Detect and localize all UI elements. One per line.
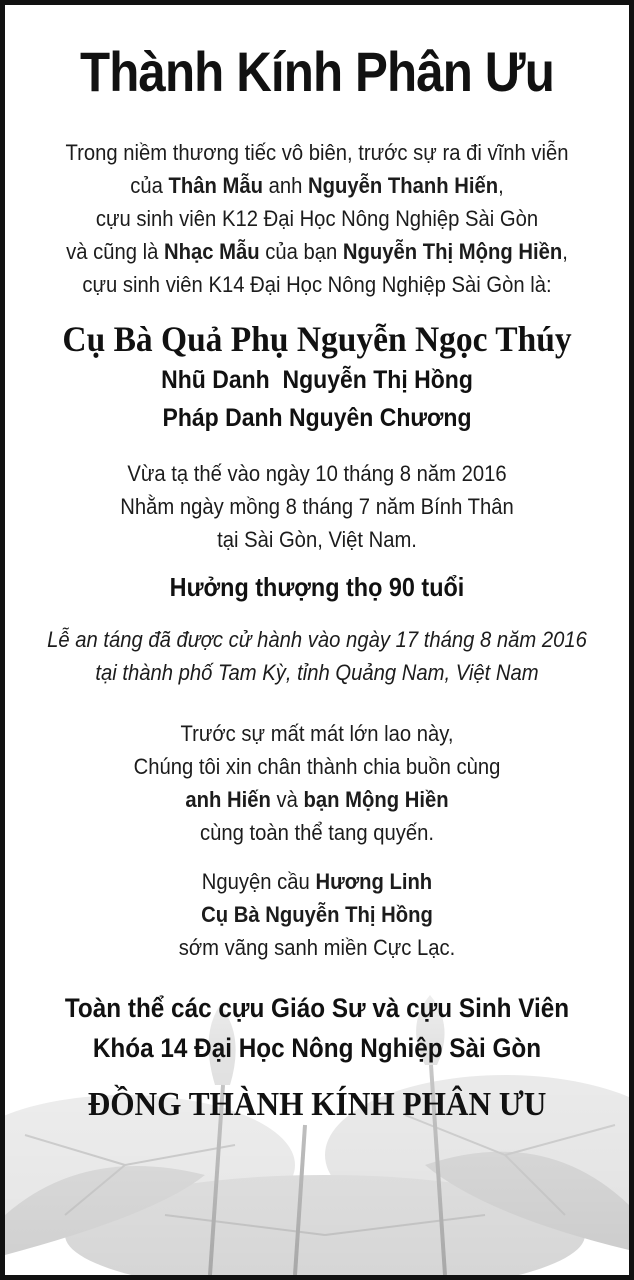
date-line: tại Sài Gòn, Việt Nam. [217,527,417,552]
prayer-message [30,865,604,964]
notice-title: Thành Kính Phân Ưu [79,40,554,103]
bold-text: anh Hiến [185,787,271,812]
bold-text: Thân Mẫu [168,173,264,198]
closing-heading: ĐỒNG THÀNH KÍNH PHÂN ƯU [87,1086,547,1123]
signers-line: Khóa 14 Đại Học Nông Nghiệp Sài Gòn [92,1033,542,1063]
intro-paragraph [30,136,604,301]
bold-text: Hương Linh [315,869,433,894]
funeral-line: tại thành phố Tam Kỳ, tỉnh Quảng Nam, Việt Nam [95,660,539,685]
intro-line: Trong niềm thương tiếc vô biên, trước sự ra đi vĩnh viễn [65,140,569,165]
dharma-name: Pháp Danh Nguyên Chương [162,404,472,432]
prayer-line [30,898,604,931]
intro-line: của Thân Mẫu anh Nguyễn Thanh Hiến, [130,173,504,198]
intro-line: cựu sinh viên K12 Đại Học Nông Nghiệp Sài Gòn [95,206,539,231]
intro-line: cựu sinh viên K14 Đại Học Nông Nghiệp Sài Gòn là: [82,272,552,297]
date-line: Vừa tạ thế vào ngày 10 tháng 8 năm 2016 [127,461,507,486]
date-line: Nhằm ngày mồng 8 tháng 7 năm Bính Thân [120,494,514,519]
condolence-line: anh Hiến và bạn Mộng Hiền [185,787,449,812]
prayer-line: sớm vãng sanh miền Cực Lạc. [178,935,456,960]
intro-line: và cũng là Nhạc Mẫu của bạn Nguyễn Thị Mộng Hiền, [66,239,568,264]
bold-text: Nguyễn Thị Mộng Hiền [342,239,563,264]
bold-text: bạn Mộng Hiền [303,787,449,812]
prayer-line: Nguyện cầu Hương Linh [201,869,433,894]
age-heading: Hưởng thượng thọ 90 tuổi [169,572,465,602]
signers-line: Toàn thể các cựu Giáo Sư và cựu Sinh Viên [64,993,570,1023]
passing-dates [30,457,604,556]
deceased-name: Cụ Bà Quả Phụ Nguyễn Ngọc Thúy [62,319,572,359]
maiden-name: Nhũ Danh Nguyễn Thị Hồng [161,366,473,394]
bold-text: Cụ Bà Nguyễn Thị Hồng [201,902,433,927]
bold-text: Nguyễn Thanh Hiến [308,173,499,198]
bold-text: Nhạc Mẫu [164,239,260,264]
condolence-line: Trước sự mất mát lớn lao này, [180,721,454,746]
signers-block [36,988,598,1068]
deceased-name-block [5,317,629,437]
funeral-info [30,623,604,689]
condolence-message [30,717,604,849]
condolence-line: Chúng tôi xin chân thành chia buồn cùng [133,754,501,779]
condolence-line: cùng toàn thể tang quyến. [199,820,435,845]
funeral-line: Lễ an táng đã được cử hành vào ngày 17 tháng 8 năm 2016 [47,627,587,652]
